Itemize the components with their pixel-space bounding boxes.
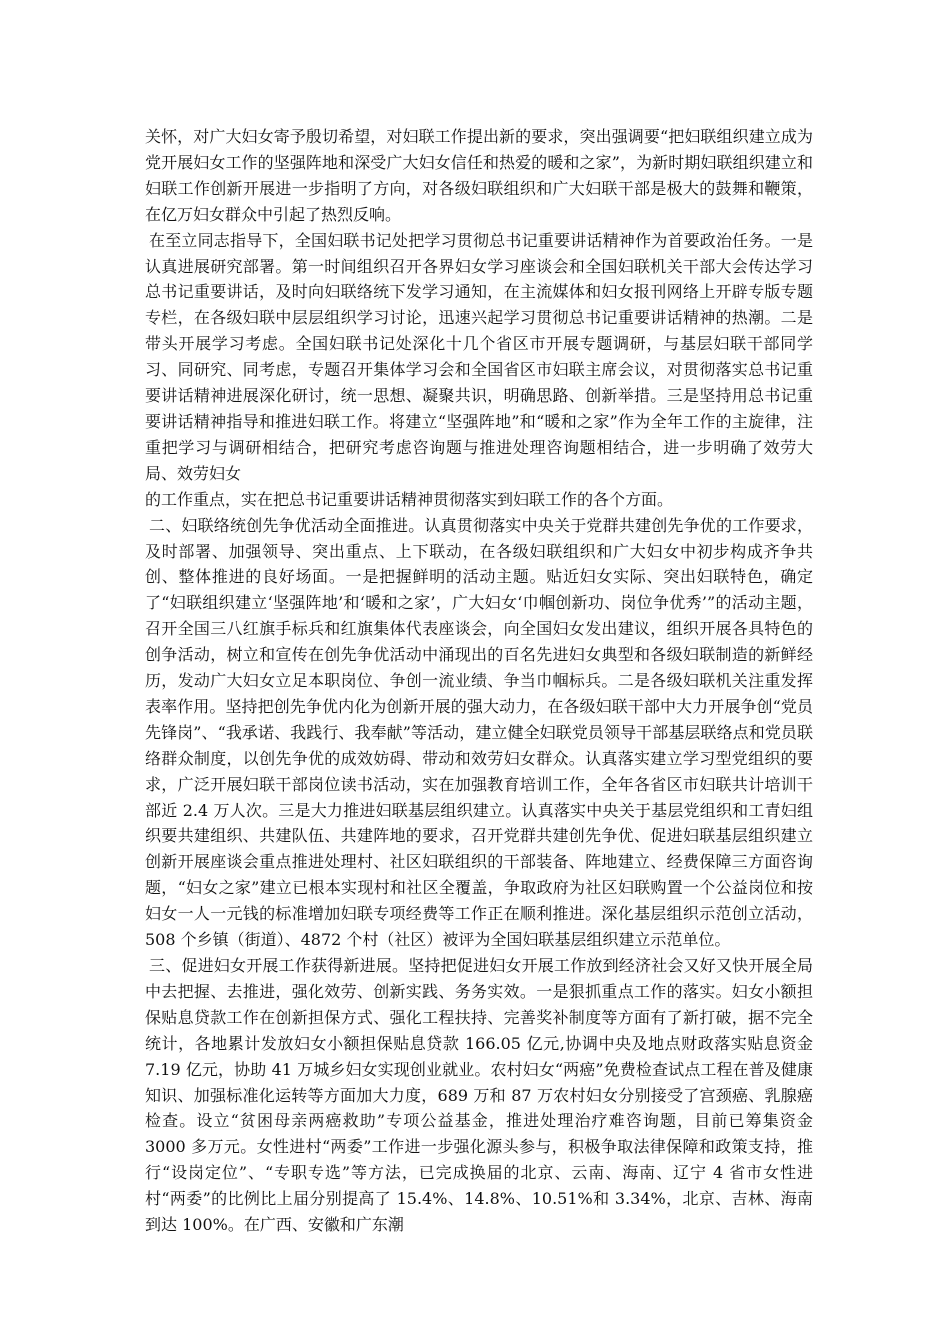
paragraph-section-two: 二、妇联络统创先争优活动全面推进。认真贯彻落实中央关于党群共建创先争优的工作要求，及时部署、加强领导、突出重点、上下联动，在各级妇联组织和广大妇女中初步构成齐争共创、整体推进的良好场面。一是把握鲜明的活动主题。贴近妇女实际、突出妇联特色，确定了“妇联组织建立‘坚强阵地’和‘暖和之家’，广大妇女‘巾帼创新功、岗位争优秀’”的活动主题，召开全国三八红旗手标兵和红旗集体代表座谈会，向全国妇女发出建议，组织开展各具特色的创争活动，树立和宣传在创先争优活动中涌现出的百名先进妇女典型和各级妇联制造的新鲜经历，发动广大妇女立足本职岗位、争创一流业绩、争当巾帼标兵。二是各级妇联机关注重发挥表率作用。坚持把创先争优内化为创新开展的强大动力，在各级妇联干部中大力开展争创“党员先锋岗”、“我承诺、我践行、我奉献”等活动，建立健全妇联党员领导干部基层联络点和党员联络群众制度，以创先争优的成效妨碍、带动和效劳妇女群众。认真落实建立学习型党组织的要求，广泛开展妇联干部岗位读书活动，实在加强教育培训工作，全年各省区市妇联共计培训干部近 2.4 万人次。三是大力推进妇联基层组织建立。认真落实中央关于基层党组织和工青妇组织要共建组织、共建队伍、共建阵地的要求，召开党群共建创先争优、促进妇联基层组织建立创新开展座谈会重点推进处理村、社区妇联组织的干部装备、阵地建立、经费保障三方面咨询题，“妇女之家”建立已根本实现村和社区全覆盖，争取政府为社区妇联购置一个公益岗位和按妇女一人一元钱的标准增加妇联专项经费等工作正在顺利推进。深化基层组织示范创立活动，508 个乡镇（街道）、4872 个村（社区）被评为全国妇联基层组织建立示范单位。: [145, 515, 813, 950]
paragraph-section-three: 三、促进妇女开展工作获得新进展。坚持把促进妇女开展工作放到经济社会又好又快开展全局中去把握、去推进，强化效劳、创新实践、务务实效。一是狠抓重点工作的落实。妇女小额担保贴息贷款工作在创新担保方式、强化工程扶持、完善奖补制度等方面有了新打破，据不完全统计，各地累计发放妇女小额担保贴息贷款 166.05 亿元,协调中央及地点财政落实贴息资金 7.19 亿元，协助 41 万城乡妇女实现创业就业。农村妇女“两癌”免费检查试点工程在普及健康知识、加强标准化运转等方面加大力度，689 万和 87 万农村妇女分别接受了宫颈癌、乳腺癌检查。设立“贫困母亲两癌救助”专项公益基金，推进处理治疗难咨询题，目前已筹集资金 3000 多万元。女性进村“两委”工作进一步强化源头参与，积极争取法律保障和政策支持，推行“设岗定位”、“专职专选”等方法，已完成换届的北京、云南、海南、辽宁 4 省市女性进村“两委”的比例比上届分别提高了 15.4%、14.8%、10.51%和 3.34%，北京、吉林、海南到达 100%。在广西、安徽和广东潮: [145, 956, 813, 1235]
document-body: [145, 124, 813, 1238]
paragraph-continuation: 关怀，对广大妇女寄予殷切希望，对妇联工作提出新的要求，突出强调要“把妇联组织建立成为党开展妇女工作的坚强阵地和深受广大妇女信任和热爱的暖和之家”，为新时期妇联组织建立和妇联工作创新开展进一步指明了方向，对各级妇联组织和广大妇联干部是极大的鼓舞和鞭策，在亿万妇女群众中引起了热烈反响。: [145, 127, 813, 224]
paragraph-study-speech: 在至立同志指导下，全国妇联书记处把学习贯彻总书记重要讲话精神作为首要政治任务。一是认真进展研究部署。第一时间组织召开各界妇女学习座谈会和全国妇联机关干部大会传达学习总书记重要讲话，及时向妇联络统下发学习通知，在主流媒体和妇女报刊网络上开辟专版专题专栏，在各级妇联中层层组织学习讨论，迅速兴起学习贯彻总书记重要讲话精神的热潮。二是带头开展学习考虑。全国妇联书记处深化十几个省区市开展专题调研，与基层妇联干部同学习、同研究、同考虑，专题召开集体学习会和全国省区市妇联主席会议，对贯彻落实总书记重要讲话精神进展深化研讨，统一思想、凝聚共识，明确思路、创新举措。三是坚持用总书记重要讲话精神指导和推进妇联工作。将建立“坚强阵地”和“暖和之家”作为全年工作的主旋律，注重把学习与调研相结合，把研究考虑咨询题与推进处理咨询题相结合，进一步明确了效劳大局、效劳妇女: [145, 230, 813, 483]
paragraph-work-focus: 的工作重点，实在把总书记重要讲话精神贯彻落实到妇联工作的各个方面。: [145, 489, 674, 509]
